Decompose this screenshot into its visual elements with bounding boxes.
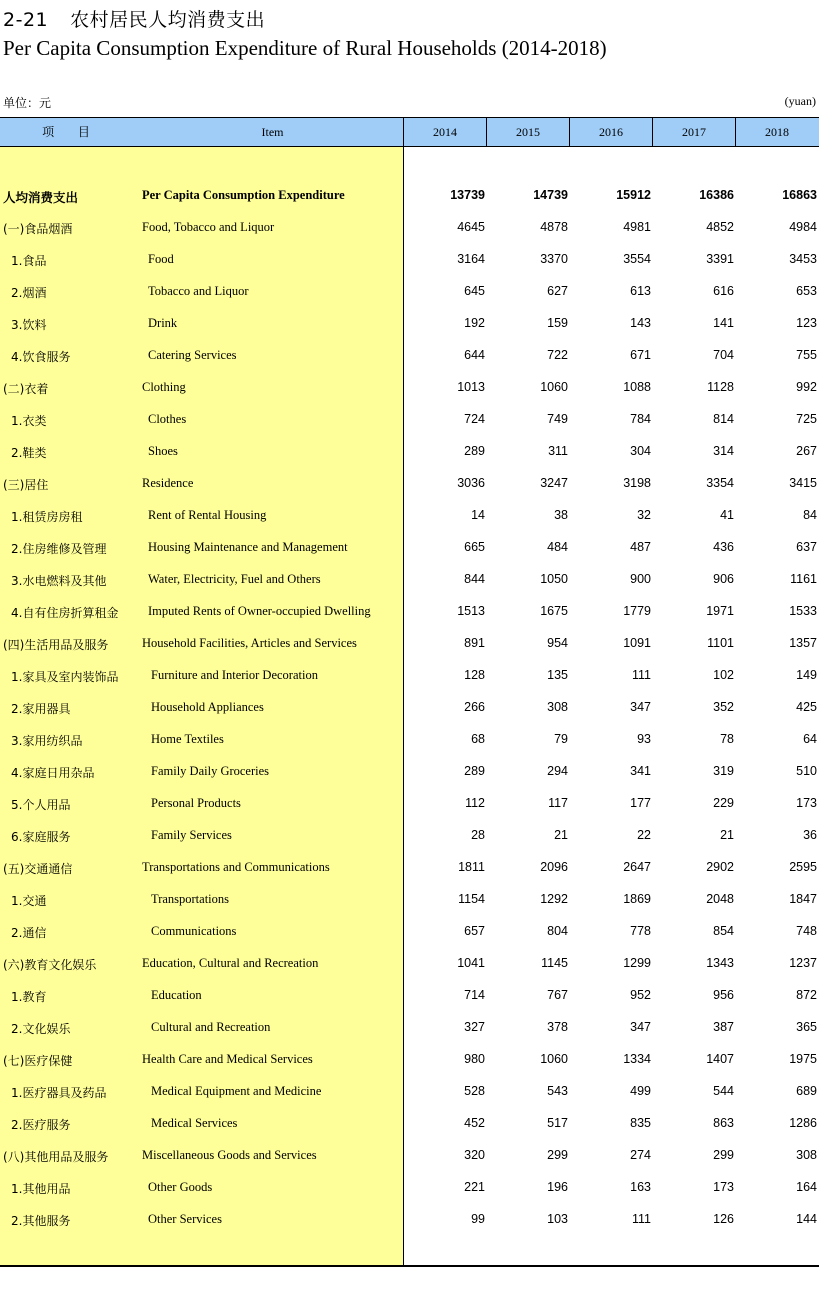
cell-value-2015: 38 bbox=[554, 508, 568, 522]
cell-value-2015: 1050 bbox=[540, 572, 568, 586]
cell-value-2016: 3198 bbox=[623, 476, 651, 490]
cell-value-2015: 21 bbox=[554, 828, 568, 842]
cell-value-2015: 311 bbox=[548, 444, 568, 458]
cell-value-2014: 844 bbox=[464, 572, 485, 586]
cell-value-2018: 365 bbox=[796, 1020, 817, 1034]
table-row bbox=[0, 563, 819, 595]
table-row bbox=[0, 979, 819, 1011]
table-row bbox=[0, 307, 819, 339]
cell-value-2018: 748 bbox=[796, 924, 817, 938]
cell-value-2014: 99 bbox=[471, 1212, 485, 1226]
row-label-en: Food, Tobacco and Liquor bbox=[142, 220, 275, 234]
cell-value-2018: 267 bbox=[796, 444, 817, 458]
row-label-en: Personal Products bbox=[151, 796, 241, 810]
table-row bbox=[0, 947, 819, 979]
cell-value-2017: 1343 bbox=[706, 956, 734, 970]
cell-value-2018: 164 bbox=[796, 1180, 817, 1194]
cell-value-2017: 387 bbox=[713, 1020, 734, 1034]
cell-value-2014: 714 bbox=[464, 988, 485, 1002]
cell-value-2017: 1971 bbox=[706, 604, 734, 618]
cell-value-2015: 1675 bbox=[540, 604, 568, 618]
unit-label-cn: 单位：元 bbox=[3, 96, 52, 110]
row-label-cn: 1.租赁房房租 bbox=[11, 510, 83, 524]
cell-value-2017: 21 bbox=[720, 828, 734, 842]
cell-value-2014: 128 bbox=[464, 668, 485, 682]
row-label-cn: 2.家用器具 bbox=[11, 702, 71, 716]
table-row bbox=[0, 339, 819, 371]
row-label-cn: 2.其他服务 bbox=[11, 1214, 71, 1228]
cell-value-2018: 1357 bbox=[789, 636, 817, 650]
cell-value-2014: 221 bbox=[464, 1180, 485, 1194]
cell-value-2015: 1292 bbox=[540, 892, 568, 906]
cell-value-2015: 3247 bbox=[540, 476, 568, 490]
row-label-cn: (三)居住 bbox=[3, 478, 49, 492]
row-label-en: Housing Maintenance and Management bbox=[148, 540, 348, 554]
cell-value-2014: 320 bbox=[464, 1148, 485, 1162]
cell-value-2014: 645 bbox=[464, 284, 485, 298]
row-label-en: Family Services bbox=[151, 828, 232, 842]
cell-value-2017: 863 bbox=[713, 1116, 734, 1130]
cell-value-2016: 1088 bbox=[623, 380, 651, 394]
cell-value-2018: 992 bbox=[796, 380, 817, 394]
cell-value-2016: 2647 bbox=[623, 860, 651, 874]
cell-value-2017: 2048 bbox=[706, 892, 734, 906]
row-label-cn: 1.教育 bbox=[11, 990, 47, 1004]
cell-value-2014: 14 bbox=[471, 508, 485, 522]
cell-value-2016: 347 bbox=[630, 700, 651, 714]
header-year-2016: 2016 bbox=[569, 118, 652, 146]
row-label-cn: 1.交通 bbox=[11, 894, 47, 908]
row-label-en: Household Facilities, Articles and Services bbox=[142, 636, 357, 650]
row-label-cn: 2.烟酒 bbox=[11, 286, 47, 300]
row-label-en: Shoes bbox=[148, 444, 178, 458]
row-label-en: Catering Services bbox=[148, 348, 237, 362]
cell-value-2016: 784 bbox=[630, 412, 651, 426]
row-label-cn: 3.饮料 bbox=[11, 318, 47, 332]
cell-value-2018: 425 bbox=[796, 700, 817, 714]
cell-value-2018: 84 bbox=[803, 508, 817, 522]
cell-value-2015: 722 bbox=[547, 348, 568, 362]
row-label-cn: 3.家用纺织品 bbox=[11, 734, 83, 748]
cell-value-2014: 891 bbox=[464, 636, 485, 650]
cell-value-2014: 1013 bbox=[457, 380, 485, 394]
cell-value-2017: 173 bbox=[713, 1180, 734, 1194]
cell-value-2015: 196 bbox=[547, 1180, 568, 1194]
row-label-en: Household Appliances bbox=[151, 700, 264, 714]
cell-value-2014: 192 bbox=[464, 316, 485, 330]
row-label-cn: 3.水电燃料及其他 bbox=[11, 574, 107, 588]
cell-value-2016: 111 bbox=[631, 668, 651, 682]
cell-value-2017: 78 bbox=[720, 732, 734, 746]
cell-value-2015: 103 bbox=[547, 1212, 568, 1226]
cell-value-2014: 266 bbox=[464, 700, 485, 714]
cell-value-2016: 900 bbox=[630, 572, 651, 586]
cell-value-2015: 159 bbox=[547, 316, 568, 330]
row-label-en: Medical Services bbox=[151, 1116, 238, 1130]
table-row bbox=[0, 691, 819, 723]
cell-value-2017: 436 bbox=[713, 540, 734, 554]
cell-value-2014: 1513 bbox=[457, 604, 485, 618]
cell-value-2015: 767 bbox=[547, 988, 568, 1002]
cell-value-2016: 274 bbox=[630, 1148, 651, 1162]
cell-value-2014: 980 bbox=[464, 1052, 485, 1066]
table-row bbox=[0, 1171, 819, 1203]
cell-value-2017: 1128 bbox=[707, 380, 734, 394]
table-body bbox=[0, 179, 819, 1235]
row-label-cn: 4.自有住房折算租金 bbox=[11, 606, 119, 620]
cell-value-2014: 327 bbox=[464, 1020, 485, 1034]
cell-value-2016: 1091 bbox=[623, 636, 651, 650]
table-row bbox=[0, 531, 819, 563]
table-row bbox=[0, 211, 819, 243]
table-row bbox=[0, 723, 819, 755]
cell-value-2015: 627 bbox=[547, 284, 568, 298]
cell-value-2018: 36 bbox=[803, 828, 817, 842]
table-title-cn bbox=[3, 5, 265, 32]
cell-value-2015: 484 bbox=[547, 540, 568, 554]
cell-value-2014: 724 bbox=[464, 412, 485, 426]
row-label-cn: (四)生活用品及服务 bbox=[3, 638, 109, 652]
cell-value-2018: 16863 bbox=[782, 188, 817, 202]
cell-value-2017: 102 bbox=[713, 668, 734, 682]
cell-value-2018: 689 bbox=[796, 1084, 817, 1098]
row-label-cn: 1.医疗器具及药品 bbox=[11, 1086, 107, 1100]
cell-value-2014: 289 bbox=[464, 764, 485, 778]
cell-value-2014: 3036 bbox=[457, 476, 485, 490]
cell-value-2016: 111 bbox=[631, 1212, 651, 1226]
cell-value-2016: 613 bbox=[630, 284, 651, 298]
cell-value-2018: 755 bbox=[796, 348, 817, 362]
cell-value-2018: 1161 bbox=[790, 572, 817, 586]
row-label-en: Per Capita Consumption Expenditure bbox=[142, 188, 345, 202]
cell-value-2017: 319 bbox=[713, 764, 734, 778]
table-row bbox=[0, 243, 819, 275]
row-label-cn: 1.衣类 bbox=[11, 414, 47, 428]
table-row bbox=[0, 915, 819, 947]
row-label-en: Home Textiles bbox=[151, 732, 224, 746]
unit-label-en: (yuan) bbox=[784, 94, 816, 108]
row-label-en: Cultural and Recreation bbox=[151, 1020, 271, 1034]
row-label-en: Education bbox=[151, 988, 202, 1002]
row-label-en: Education, Cultural and Recreation bbox=[142, 956, 319, 970]
cell-value-2014: 528 bbox=[464, 1084, 485, 1098]
cell-value-2014: 68 bbox=[471, 732, 485, 746]
cell-value-2018: 1533 bbox=[789, 604, 817, 618]
cell-value-2017: 1101 bbox=[707, 636, 734, 650]
cell-value-2016: 1779 bbox=[623, 604, 651, 618]
table-row bbox=[0, 851, 819, 883]
row-label-en: Clothes bbox=[148, 412, 187, 426]
cell-value-2018: 3453 bbox=[789, 252, 817, 266]
cell-value-2014: 1041 bbox=[457, 956, 485, 970]
cell-value-2015: 1145 bbox=[541, 956, 568, 970]
cell-value-2018: 1237 bbox=[789, 956, 817, 970]
cell-value-2015: 954 bbox=[547, 636, 568, 650]
cell-value-2014: 657 bbox=[464, 924, 485, 938]
row-label-cn: 5.个人用品 bbox=[11, 798, 71, 812]
cell-value-2018: 4984 bbox=[789, 220, 817, 234]
cell-value-2017: 854 bbox=[713, 924, 734, 938]
row-label-en: Transportations and Communications bbox=[142, 860, 330, 874]
row-label-en: Imputed Rents of Owner-occupied Dwelling bbox=[148, 604, 371, 618]
cell-value-2015: 3370 bbox=[540, 252, 568, 266]
row-label-cn: 1.家具及室内装饰品 bbox=[11, 670, 119, 684]
cell-value-2016: 341 bbox=[630, 764, 651, 778]
row-label-cn: 1.其他用品 bbox=[11, 1182, 71, 1196]
table-header bbox=[0, 117, 819, 147]
cell-value-2014: 112 bbox=[465, 796, 485, 810]
row-label-cn: 2.住房维修及管理 bbox=[11, 542, 107, 556]
row-label-cn: (六)教育文化娱乐 bbox=[3, 958, 97, 972]
cell-value-2015: 14739 bbox=[533, 188, 568, 202]
cell-value-2017: 141 bbox=[713, 316, 734, 330]
cell-value-2015: 1060 bbox=[540, 380, 568, 394]
row-label-cn: 2.医疗服务 bbox=[11, 1118, 71, 1132]
cell-value-2015: 4878 bbox=[540, 220, 568, 234]
cell-value-2014: 28 bbox=[471, 828, 485, 842]
header-year-2017: 2017 bbox=[652, 118, 735, 146]
cell-value-2016: 32 bbox=[637, 508, 651, 522]
cell-value-2015: 1060 bbox=[540, 1052, 568, 1066]
row-label-cn: (二)衣着 bbox=[3, 382, 49, 396]
table-title-en: Per Capita Consumption Expenditure of Rural Households (2014-2018) bbox=[3, 36, 607, 60]
row-label-en: Food bbox=[148, 252, 174, 266]
table-row bbox=[0, 275, 819, 307]
cell-value-2015: 749 bbox=[547, 412, 568, 426]
cell-value-2017: 704 bbox=[713, 348, 734, 362]
cell-value-2018: 1847 bbox=[789, 892, 817, 906]
table-row bbox=[0, 371, 819, 403]
cell-value-2015: 378 bbox=[547, 1020, 568, 1034]
header-item-cn: 项 目 bbox=[42, 125, 100, 139]
table-row bbox=[0, 1043, 819, 1075]
table-row bbox=[0, 787, 819, 819]
cell-value-2016: 3554 bbox=[623, 252, 651, 266]
cell-value-2018: 149 bbox=[796, 668, 817, 682]
cell-value-2015: 804 bbox=[547, 924, 568, 938]
cell-value-2015: 2096 bbox=[540, 860, 568, 874]
cell-value-2014: 4645 bbox=[457, 220, 485, 234]
header-year-2014: 2014 bbox=[403, 118, 486, 146]
cell-value-2018: 637 bbox=[796, 540, 817, 554]
cell-value-2014: 1811 bbox=[458, 860, 485, 874]
cell-value-2014: 452 bbox=[464, 1116, 485, 1130]
row-label-en: Other Goods bbox=[148, 1180, 213, 1194]
cell-value-2018: 2595 bbox=[789, 860, 817, 874]
table-row bbox=[0, 627, 819, 659]
cell-value-2017: 1407 bbox=[706, 1052, 734, 1066]
row-label-en: Rent of Rental Housing bbox=[148, 508, 267, 522]
cell-value-2017: 814 bbox=[713, 412, 734, 426]
cell-value-2016: 347 bbox=[630, 1020, 651, 1034]
table-row bbox=[0, 595, 819, 627]
cell-value-2015: 517 bbox=[547, 1116, 568, 1130]
title-cn-text: 农村居民人均消费支出 bbox=[70, 9, 266, 31]
cell-value-2017: 314 bbox=[713, 444, 734, 458]
cell-value-2018: 1286 bbox=[789, 1116, 817, 1130]
cell-value-2016: 835 bbox=[630, 1116, 651, 1130]
cell-value-2018: 173 bbox=[796, 796, 817, 810]
cell-value-2016: 304 bbox=[630, 444, 651, 458]
cell-value-2017: 16386 bbox=[699, 188, 734, 202]
cell-value-2014: 644 bbox=[464, 348, 485, 362]
table-bottom-border bbox=[0, 1265, 819, 1267]
row-label-en: Miscellaneous Goods and Services bbox=[142, 1148, 317, 1162]
cell-value-2017: 352 bbox=[713, 700, 734, 714]
header-year-2018: 2018 bbox=[735, 118, 818, 146]
row-label-en: Water, Electricity, Fuel and Others bbox=[148, 572, 321, 586]
cell-value-2017: 544 bbox=[713, 1084, 734, 1098]
cell-value-2018: 725 bbox=[796, 412, 817, 426]
row-label-cn: (七)医疗保健 bbox=[3, 1054, 73, 1068]
row-label-en: Medical Equipment and Medicine bbox=[151, 1084, 322, 1098]
cell-value-2014: 289 bbox=[464, 444, 485, 458]
table-row bbox=[0, 1011, 819, 1043]
cell-value-2017: 229 bbox=[713, 796, 734, 810]
row-label-cn: (一)食品烟酒 bbox=[3, 222, 73, 236]
cell-value-2014: 3164 bbox=[457, 252, 485, 266]
table-row bbox=[0, 819, 819, 851]
cell-value-2016: 15912 bbox=[616, 188, 651, 202]
cell-value-2016: 143 bbox=[630, 316, 651, 330]
cell-value-2015: 79 bbox=[554, 732, 568, 746]
table-row bbox=[0, 403, 819, 435]
row-label-en: Furniture and Interior Decoration bbox=[151, 668, 318, 682]
table-row bbox=[0, 1139, 819, 1171]
cell-value-2018: 144 bbox=[796, 1212, 817, 1226]
cell-value-2016: 163 bbox=[630, 1180, 651, 1194]
cell-value-2016: 671 bbox=[630, 348, 651, 362]
cell-value-2018: 653 bbox=[796, 284, 817, 298]
cell-value-2014: 665 bbox=[464, 540, 485, 554]
cell-value-2016: 952 bbox=[630, 988, 651, 1002]
cell-value-2018: 3415 bbox=[789, 476, 817, 490]
row-label-cn: 6.家庭服务 bbox=[11, 830, 71, 844]
cell-value-2016: 487 bbox=[630, 540, 651, 554]
cell-value-2017: 126 bbox=[713, 1212, 734, 1226]
row-label-en: Other Services bbox=[148, 1212, 222, 1226]
cell-value-2015: 299 bbox=[547, 1148, 568, 1162]
cell-value-2016: 1869 bbox=[623, 892, 651, 906]
header-year-2015: 2015 bbox=[486, 118, 569, 146]
cell-value-2017: 41 bbox=[720, 508, 734, 522]
cell-value-2015: 308 bbox=[547, 700, 568, 714]
cell-value-2016: 778 bbox=[630, 924, 651, 938]
table-row bbox=[0, 179, 819, 211]
row-label-cn: (八)其他用品及服务 bbox=[3, 1150, 109, 1164]
cell-value-2016: 499 bbox=[630, 1084, 651, 1098]
row-label-cn: 4.家庭日用杂品 bbox=[11, 766, 95, 780]
cell-value-2017: 3354 bbox=[706, 476, 734, 490]
cell-value-2018: 64 bbox=[803, 732, 817, 746]
table-row bbox=[0, 467, 819, 499]
table-row bbox=[0, 499, 819, 531]
cell-value-2017: 906 bbox=[713, 572, 734, 586]
table-row bbox=[0, 883, 819, 915]
row-label-en: Transportations bbox=[151, 892, 230, 906]
row-label-en: Health Care and Medical Services bbox=[142, 1052, 313, 1066]
header-item-en: Item bbox=[261, 125, 284, 139]
row-label-cn: 2.鞋类 bbox=[11, 446, 47, 460]
table-row bbox=[0, 1107, 819, 1139]
row-label-cn: 2.文化娱乐 bbox=[11, 1022, 71, 1036]
table-row bbox=[0, 659, 819, 691]
cell-value-2017: 2902 bbox=[706, 860, 734, 874]
cell-value-2016: 177 bbox=[630, 796, 651, 810]
row-label-en: Family Daily Groceries bbox=[151, 764, 270, 778]
cell-value-2015: 135 bbox=[547, 668, 568, 682]
cell-value-2018: 308 bbox=[796, 1148, 817, 1162]
cell-value-2016: 1334 bbox=[623, 1052, 651, 1066]
cell-value-2017: 956 bbox=[713, 988, 734, 1002]
cell-value-2014: 1154 bbox=[458, 892, 485, 906]
cell-value-2017: 616 bbox=[713, 284, 734, 298]
table-row bbox=[0, 1203, 819, 1235]
table-row bbox=[0, 1075, 819, 1107]
row-label-cn: 4.饮食服务 bbox=[11, 350, 71, 364]
table-row bbox=[0, 755, 819, 787]
cell-value-2015: 543 bbox=[547, 1084, 568, 1098]
cell-value-2016: 93 bbox=[637, 732, 651, 746]
row-label-cn: (五)交通通信 bbox=[3, 862, 73, 876]
row-label-en: Tobacco and Liquor bbox=[148, 284, 249, 298]
table-row bbox=[0, 435, 819, 467]
cell-value-2018: 1975 bbox=[789, 1052, 817, 1066]
row-label-cn: 1.食品 bbox=[11, 254, 47, 268]
row-label-cn: 人均消费支出 bbox=[3, 190, 79, 205]
cell-value-2016: 22 bbox=[637, 828, 651, 842]
row-label-cn: 2.通信 bbox=[11, 926, 47, 940]
cell-value-2018: 872 bbox=[796, 988, 817, 1002]
cell-value-2014: 13739 bbox=[450, 188, 485, 202]
cell-value-2015: 117 bbox=[548, 796, 568, 810]
cell-value-2018: 123 bbox=[796, 316, 817, 330]
cell-value-2018: 510 bbox=[796, 764, 817, 778]
cell-value-2017: 3391 bbox=[706, 252, 734, 266]
row-label-en: Drink bbox=[148, 316, 178, 330]
cell-value-2017: 4852 bbox=[706, 220, 734, 234]
row-label-en: Clothing bbox=[142, 380, 186, 394]
row-label-en: Residence bbox=[142, 476, 194, 490]
cell-value-2017: 299 bbox=[713, 1148, 734, 1162]
cell-value-2016: 1299 bbox=[623, 956, 651, 970]
cell-value-2015: 294 bbox=[547, 764, 568, 778]
cell-value-2016: 4981 bbox=[623, 220, 651, 234]
row-label-en: Communications bbox=[151, 924, 237, 938]
table-number: 2-21 bbox=[3, 9, 49, 31]
